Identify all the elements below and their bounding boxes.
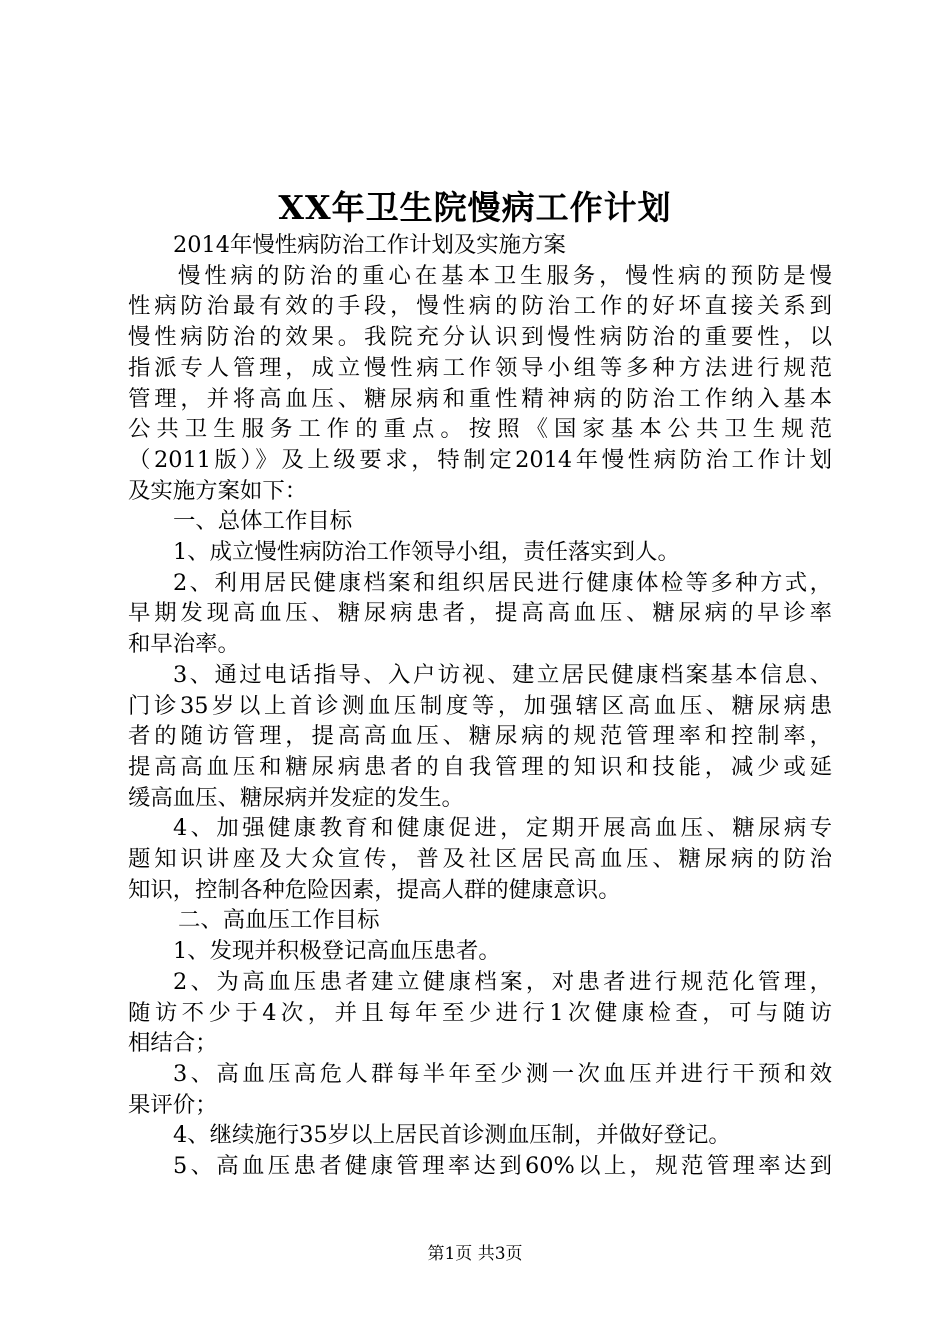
text-line: （2011版）》及上级要求，特制定2014年慢性病防治工作计划 (128, 446, 832, 473)
text-line: 管理，并将高血压、糖尿病和重性精神病的防治工作纳入基本 (128, 385, 832, 412)
document-title: XX年卫生院慢病工作计划 (278, 188, 672, 227)
text-line: 者的随访管理，提高高血压、糖尿病的规范管理率和控制率， (128, 723, 832, 750)
text-line: 1、成立慢性病防治工作领导小组，责任落实到人。 (173, 539, 680, 566)
text-line: 知识，控制各种危险因素，提高人群的健康意识。 (128, 876, 621, 903)
text-line: 2、为高血压患者建立健康档案，对患者进行规范化管理， (173, 968, 832, 995)
text-line: 2014年慢性病防治工作计划及实施方案 (173, 232, 566, 258)
text-line: 早期发现高血压、糖尿病患者，提高高血压、糖尿病的早诊率 (128, 600, 832, 627)
text-line: 及实施方案如下： (128, 477, 308, 504)
text-line: 5、高血压患者健康管理率达到60%以上，规范管理率达到 (173, 1153, 832, 1180)
section-heading: 一、总体工作目标 (173, 508, 353, 535)
text-line: 3、通过电话指导、入户访视、建立居民健康档案基本信息、 (173, 661, 832, 688)
text-line: 和早治率。 (128, 631, 240, 658)
text-line: 1、发现并积极登记高血压患者。 (173, 938, 501, 965)
text-line: 缓高血压、糖尿病并发症的发生。 (128, 784, 464, 811)
text-line: 相结合； (128, 1030, 218, 1057)
text-line: 慢性病防治的效果。我院充分认识到慢性病防治的重要性，以 (128, 324, 832, 351)
text-line: 2、利用居民健康档案和组织居民进行健康体检等多种方式， (173, 569, 832, 596)
text-line: 4、继续施行35岁以上居民首诊测血压制，并做好登记。 (173, 1122, 731, 1149)
text-line: 公共卫生服务工作的重点。按照《国家基本公共卫生规范 (128, 416, 832, 443)
text-line: 果评价； (128, 1091, 218, 1118)
page-number-footer: 第1页 共3页 (427, 1244, 523, 1264)
text-line: 4、加强健康教育和健康促进，定期开展高血压、糖尿病专 (173, 815, 832, 842)
text-line: 3、高血压高危人群每半年至少测一次血压并进行干预和效 (173, 1060, 832, 1087)
section-heading: 二、高血压工作目标 (178, 907, 380, 934)
text-line: 题知识讲座及大众宣传，普及社区居民高血压、糖尿病的防治 (128, 846, 832, 873)
text-line: 性病防治最有效的手段，慢性病的防治工作的好坏直接关系到 (128, 293, 832, 320)
text-line: 随访不少于4次，并且每年至少进行1次健康检查，可与随访 (128, 999, 832, 1026)
text-line: 提高高血压和糖尿病患者的自我管理的知识和技能，减少或延 (128, 753, 832, 780)
text-line: 门诊35岁以上首诊测血压制度等，加强辖区高血压、糖尿病患 (128, 692, 832, 719)
document-body (128, 230, 832, 1182)
text-line: 指派专人管理，成立慢性病工作领导小组等多种方法进行规范 (128, 354, 832, 381)
text-line: 慢性病的防治的重心在基本卫生服务，慢性病的预防是慢 (178, 262, 832, 289)
